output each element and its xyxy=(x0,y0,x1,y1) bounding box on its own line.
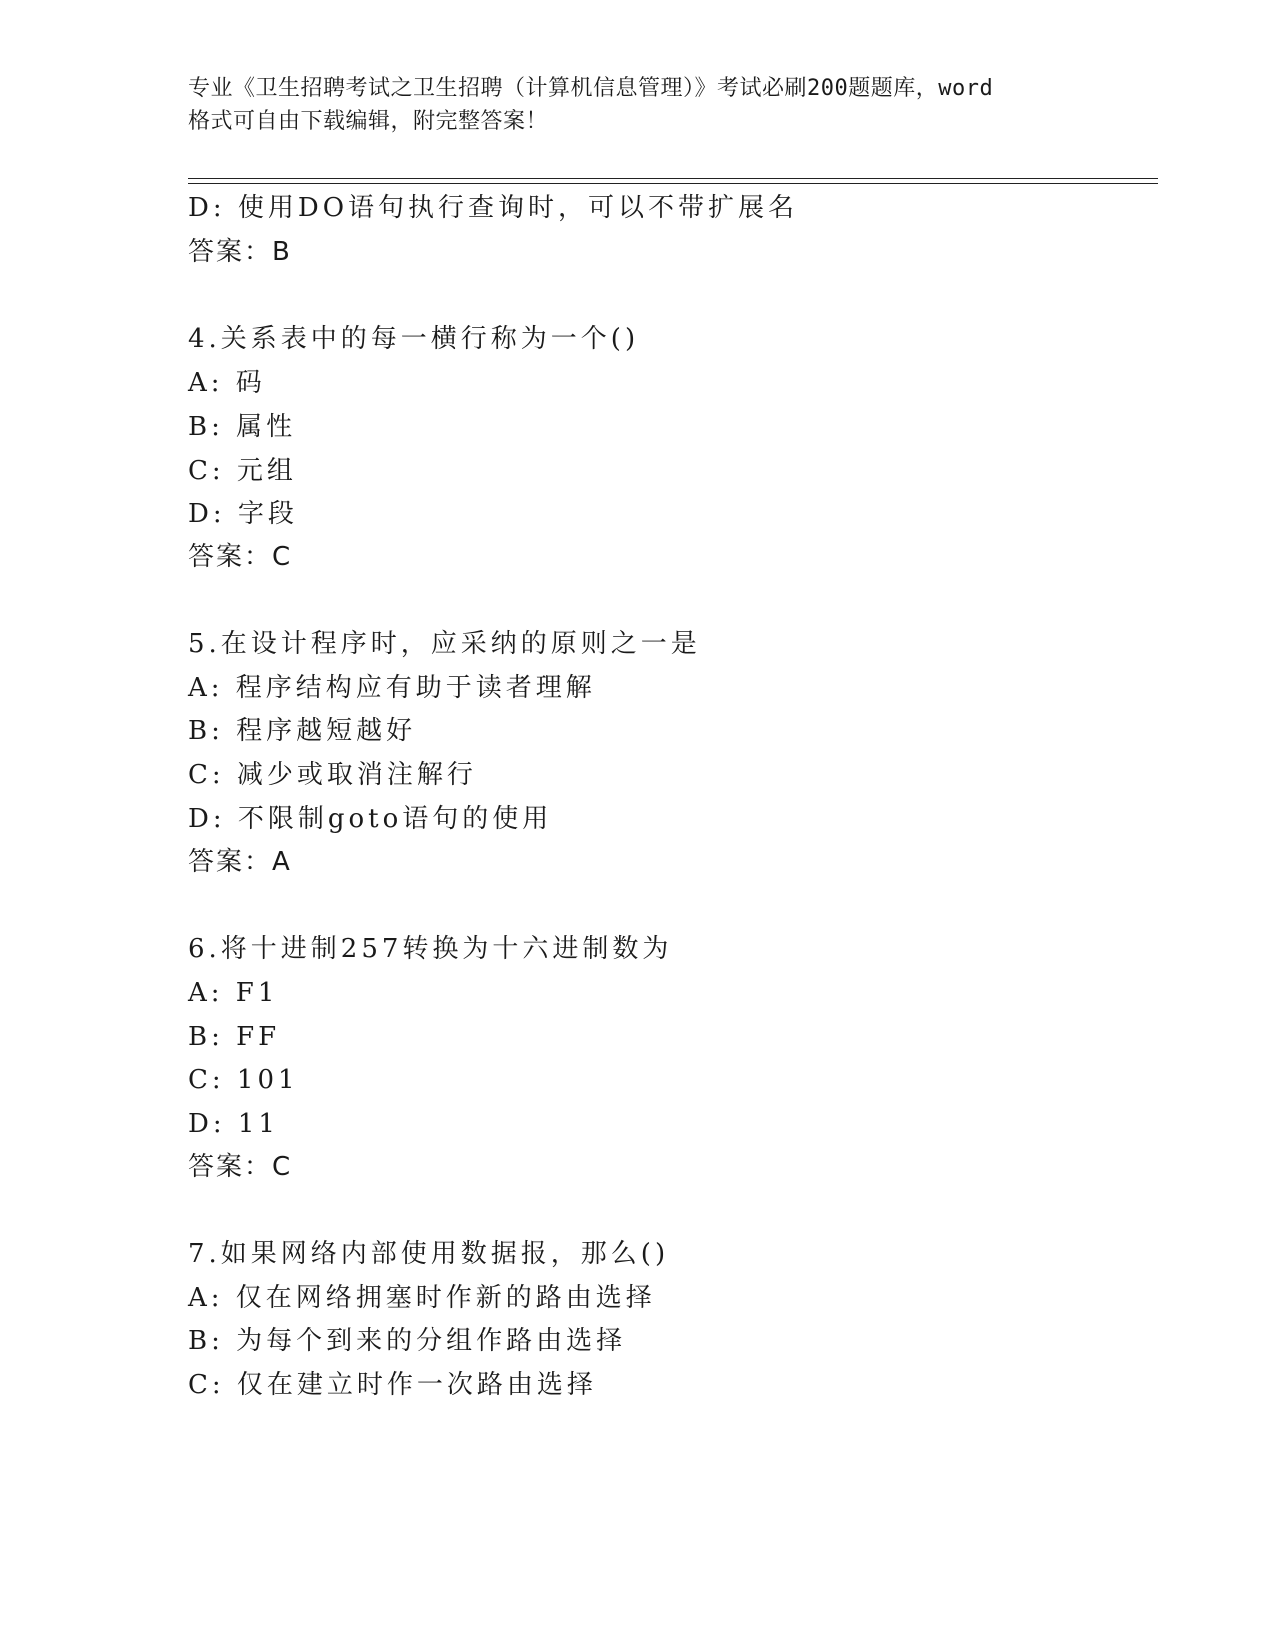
q7-option-b: B: 为每个到来的分组作路由选择 xyxy=(188,1326,627,1356)
q7-option-c: C: 仅在建立时作一次路由选择 xyxy=(188,1370,597,1400)
q5-answer: 答案：A xyxy=(188,847,292,877)
header-line-2: 格式可自由下载编辑，附完整答案！ xyxy=(188,109,549,134)
q6-question: 6.将十进制257转换为十六进制数为 xyxy=(188,934,673,964)
q3-answer: 答案：B xyxy=(188,237,292,267)
q7-question: 7.如果网络内部使用数据报，那么() xyxy=(188,1239,670,1269)
q6-option-c: C: 101 xyxy=(188,1065,299,1095)
q7-option-a: A: 仅在网络拥塞时作新的路由选择 xyxy=(188,1283,656,1313)
q4-option-c: C: 元组 xyxy=(188,456,297,486)
q4-option-b: B: 属性 xyxy=(188,412,297,442)
header-divider-top xyxy=(188,178,1158,179)
q5-option-d: D: 不限制goto语句的使用 xyxy=(188,804,553,834)
q6-answer: 答案：C xyxy=(188,1152,293,1182)
q4-option-d: D: 字段 xyxy=(188,499,298,529)
header-divider-bottom xyxy=(188,183,1158,184)
q6-option-d: D: 11 xyxy=(188,1109,279,1139)
q5-option-c: C: 减少或取消注解行 xyxy=(188,760,477,790)
document-header xyxy=(188,72,1088,138)
q5-option-b: B: 程序越短越好 xyxy=(188,716,417,746)
q4-answer: 答案：C xyxy=(188,542,293,572)
q6-option-a: A: F1 xyxy=(188,978,279,1008)
header-line-1: 专业《卫生招聘考试之卫生招聘（计算机信息管理）》考试必刷200题题库，word xyxy=(188,76,994,101)
q4-question: 4.关系表中的每一横行称为一个() xyxy=(188,324,640,354)
q5-question: 5.在设计程序时，应采纳的原则之一是 xyxy=(188,629,701,659)
q4-option-a: A: 码 xyxy=(188,368,266,398)
q3-option-d: D: 使用DO语句执行查询时，可以不带扩展名 xyxy=(188,193,799,223)
q5-option-a: A: 程序结构应有助于读者理解 xyxy=(188,673,596,703)
q6-option-b: B: FF xyxy=(188,1022,281,1052)
